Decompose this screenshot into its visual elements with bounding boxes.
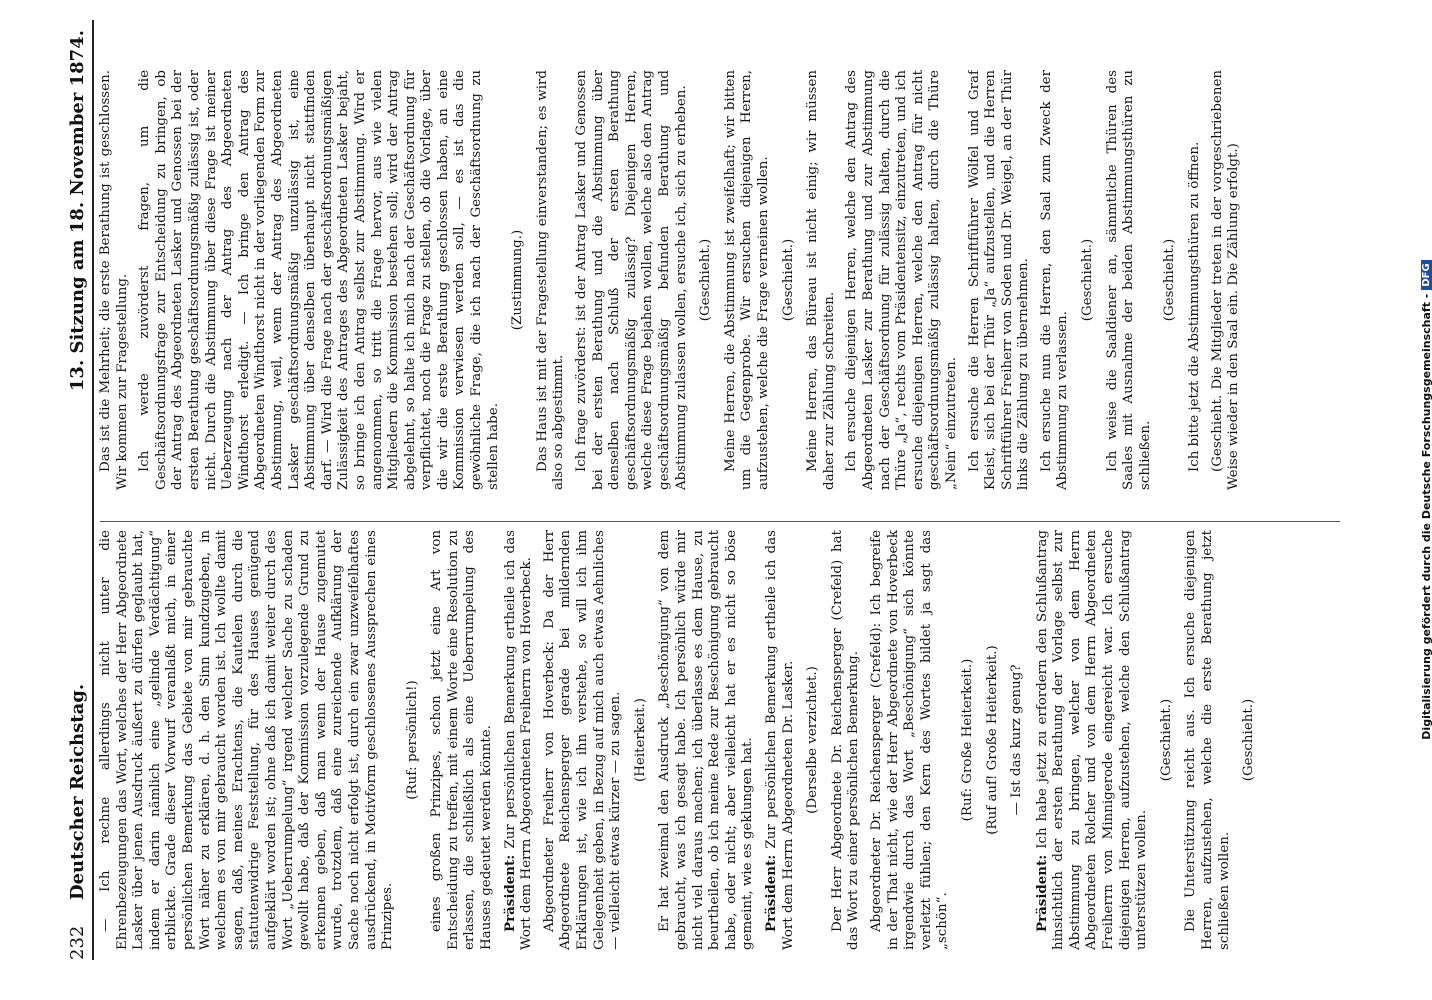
session-line: 13. Sitzung am 18. November 1874. xyxy=(67,30,88,392)
paragraph-text: (Ruf: persönlich!) xyxy=(404,680,420,800)
sidebar-credit-text: Digitalisierung gefördert durch die Deutsche Forschungsgemeinschaft - xyxy=(1419,293,1432,740)
paragraph xyxy=(1039,70,1072,490)
paragraph xyxy=(657,530,757,950)
paragraph-text: Ich ersuche diejenigen Herren, welche den Antrag des Abgeordneten Lasker zur Berathung und zur Abstimmung nach der Geschäftsordnung für zulässig halten, durch die Thüre „Ja“, rechts vom Präsidentensitz, einzutreten, und ich ersuche diejenigen Herren, welche den Antrag für nicht geschäftsordnungsmäßig zulässig halten, durch die Thüre „Nein“ einzutreten. xyxy=(844,70,959,490)
paragraph-text: Zur persönlichen Bemerkung ertheile ich das Wort dem Herrn Abgeordneten Freiherrn von Hoverbeck. xyxy=(502,530,535,950)
stage-direction xyxy=(405,530,422,950)
paragraph xyxy=(98,530,397,950)
paragraph-text: Ich habe jetzt zu erfordern den Schlußantrag hinsichtlich der ersten Berathung der Vorlage selbst zur Abstimmung zu bringen, welcher von dem Herrn Abgeordneten Rolcher und von dem Herrn Abgeordneten Freiherrn von Minnigerode eingereicht war. Ich ersuche diejenigen Herren, aufzustehen, welche den Schlußantrag unterstützen wollen. xyxy=(1034,530,1150,950)
page-number: 232 xyxy=(67,925,88,960)
paragraph xyxy=(98,70,131,490)
paragraph xyxy=(1210,70,1243,490)
paragraph-text: (Ruf auf! Große Heiterkeit.) xyxy=(984,645,1000,835)
paragraph xyxy=(844,70,960,490)
stage-direction xyxy=(1080,70,1097,490)
paragraph xyxy=(1034,530,1151,950)
sidebar-credit xyxy=(1418,0,1432,1000)
paragraph xyxy=(429,530,495,950)
stage-direction xyxy=(510,70,527,490)
paragraph-text: Die Unterstützung reicht aus. Ich ersuche diejenigen Herren, aufzustehen, welche die erste Berathung jetzt schließen wollen. xyxy=(1183,530,1232,950)
paragraph-text: (Geschieht.) xyxy=(1080,238,1096,322)
paragraph-text: (Geschieht.) xyxy=(1162,238,1178,322)
stage-direction xyxy=(960,530,977,950)
paragraph-text: Ich frage zuvörderst: ist der Antrag Lasker und Genossen bei der ersten Berathung und die Abstimmung über denselben nach Schluß der ersten Berathung geschäftsordnungsmäßig zulässig? Diejenigen Herren, welche diese Frage bejahen wollen, welche also den Antrag geschäftsordnungsmäßig befunden Berathung und Abstimmung zulassen wollen, ersuche ich, sich zu erheben. xyxy=(574,70,689,490)
stage-direction xyxy=(1159,530,1176,950)
stage-direction xyxy=(1241,530,1258,950)
paragraph xyxy=(574,70,690,490)
stage-direction xyxy=(985,530,1002,950)
paragraph xyxy=(763,530,797,950)
paragraph-text: Meine Herren, die Abstimmung ist zweifelhaft; wir bitten um die Gegenprobe. Wir ersuchen diejenigen Herren, aufzustehen, welche die Frage verneinen wollen. xyxy=(722,70,771,490)
right-column xyxy=(98,70,1348,490)
paragraph-text: Ich bitte jetzt die Abstimmungsthüren zu öffnen. xyxy=(1187,141,1203,472)
paragraph xyxy=(1187,70,1204,490)
speaker-label: Präsident: xyxy=(501,854,518,932)
paragraph-text: Ich ersuche nun die Herren, den Saal zum Zweck der Abstimmung zu verlassen. xyxy=(1038,70,1071,490)
paragraph-text: (Geschieht.) xyxy=(1158,698,1174,782)
paragraph xyxy=(502,530,536,950)
paragraph-text: Abgeordneter Freiherr von Hoverbeck: Da der Herr Abgeordnete Reichensperger gerade bei mildernden Erklärungen ist, wie ich ihn verstehe, so will ich ihm Gelegenheit geben, in Bezug auf mich auch etwas Aehnliches — vielleicht etwas kürzer — zu sagen. xyxy=(541,530,624,950)
paragraph-text: Zur persönlichen Bemerkung ertheile ich das Wort dem Herrn Abgeordneten Dr. Lasker. xyxy=(763,530,796,950)
speaker-label: Präsident: xyxy=(762,854,779,932)
paragraph-text: (Geschieht.) xyxy=(698,238,714,322)
paragraph xyxy=(1105,70,1155,490)
stage-direction xyxy=(805,530,822,950)
left-column xyxy=(98,530,1348,950)
paragraph xyxy=(1183,530,1233,950)
paragraph xyxy=(805,70,838,490)
paragraph xyxy=(830,530,863,950)
paragraph-text: Abgeordneter Dr. Reichensperger (Crefeld): Ich begreife in der That nicht, wie der Herr Abgeordnete von Hoverbeck irgendwie durch das Wort „Beschönigung“ sich könnte verletzt fühlen; den Kern des Wortes bildet ja sagt das „schön“. xyxy=(868,530,951,950)
page-header xyxy=(58,30,88,960)
stage-direction xyxy=(1162,70,1179,490)
page-title: Deutscher Reichstag. xyxy=(67,683,88,900)
paragraph-text: (Geschieht.) xyxy=(780,238,796,322)
stage-direction xyxy=(698,70,715,490)
paragraph xyxy=(869,530,952,950)
paragraph-text: — Ich rechne allerdings nicht unter die Ehrenbezeugungen das Wort, welches der Herr Abgeordnete Lasker über jenen Ausdruck äußert zu dürfen geglaubt hat, indem er darin nämlich eine „gelinde Verdächtigung“ erblickte. Grade dieser Vorwurf veranlaßt mich, in einer persönlichen Bemerkung das Gebiete von mir gebrauchte Wort näher zu erklären, d. h. den Sinn kundzugeben, in welchem es von mir gebraucht worden ist. Ich wollte damit sagen, daß, meines Erachtens, die Kautelen durch die statutenwidrige Feststellung, für des Hauses genügend aufgeklärt worden ist; ohne daß ich damit weiter durch des Wort „Ueberrumpelung“ irgend welcher Sache zu schaden gewollt habe, daß der Kommission vorzulegende Grund zu erkennen geben, daß man wenn der Hause zugemutet wurde, trotzdem, daß eine zureichende Aufklärung der Sache noch nicht erfolgt ist, durch ein zwar unzweifelhaftes ausdrückend, in Motivform geschlossenes Aussprechen eines Prinzipes. xyxy=(98,530,396,950)
paragraph-text: Er hat zweimal den Ausdruck „Beschönigung“ von dem gebraucht, was ich gesagt habe. Ich persönlich würde mir nicht viel daraus machen; ich überlasse es dem Hause, zu beurtheilen, ob ich meine Rede zur Beschönigung gebraucht habe, oder nicht; aber vielleicht hat er es nicht so böse gemeint, wie es geklungen hat. xyxy=(657,530,756,950)
paragraph-text: Meine Herren, das Büreau ist nicht einig; wir müssen daher zur Zählung schreiten. xyxy=(805,70,837,490)
stage-direction xyxy=(633,530,650,950)
paragraph-text: eines großen Prinzipes, schon jetzt eine Art von Entscheidung zu treffen, mit einem Worte eine Resolution zu erlassen, die schließlich als eine Ueberrumpelung des Hauses gedeutet werden könnte. xyxy=(429,530,495,950)
paragraph xyxy=(723,70,773,490)
dfg-logo: DFG xyxy=(1421,260,1432,289)
paragraph-text: (Ruf: Große Heiterkeit.) xyxy=(959,658,975,822)
paragraph xyxy=(542,530,625,950)
paragraph-text: Ich ersuche die Herren Schriftführer Wölfel und Graf Kleist, sich bei der Thür „Ja“ aufzustellen, und die Herren Schriftführer Freiherr von Soden und Dr. Weigel, an der Thür links die Zählung zu übernehmen. xyxy=(966,70,1032,490)
paragraph-text: (Geschieht.) xyxy=(1241,698,1257,782)
paragraph xyxy=(967,70,1033,490)
header-rule xyxy=(92,20,94,960)
column-divider xyxy=(100,521,1340,522)
paragraph-text: Ich weise die Saaldiener an, sämmtliche Thüren des Saales mit Ausnahme der beiden Abstimmungsthüren zu schließen. xyxy=(1104,70,1153,490)
paragraph xyxy=(535,70,568,490)
stage-direction xyxy=(781,70,798,490)
paragraph-text: (Zustimmung.) xyxy=(510,229,526,331)
paragraph-text: (Geschieht. Die Mitglieder treten in der vorgeschriebenen Weise wieder in den Saal ein. Die Zählung erfolgt.) xyxy=(1209,70,1242,490)
paragraph-text: — Ist das kurz genug? xyxy=(1009,664,1025,816)
paragraph-text: Der Herr Abgeordnete Dr. Reichensperger (Crefeld) hat das Wort zu einer persönlichen Bemerkung. xyxy=(829,530,862,950)
paragraph xyxy=(137,70,502,490)
paragraph-text: Das Haus ist mit der Fragestellung einverstanden; es wird also so abgestimmt. xyxy=(534,70,567,490)
paragraph-text: (Heiterkeit.) xyxy=(632,698,648,782)
paragraph-text: (Derselbe verzichtet.) xyxy=(805,666,821,814)
paragraph-text: Ich werde zuvörderst fragen, um die Geschäftsordnungsfrage zur Entscheidung zu bringen, ob der Antrag des Abgeordneten Lasker und Genossen bei der ersten Berathung geschäftsordnungsmäßig zulässig ist, oder nicht. Durch die Abstimmung über diese Frage ist meiner Ueberzeugung nach der Antrag des Abgeordneten Windthorst erledigt. — Ich bringe den Antrag des Abgeordneten Windthorst nicht in der vorliegenden Form zur Abstimmung, weil, wenn der Antrag des Abgeordneten Lasker geschäftsordnungsmäßig unzulässig ist, eine Abstimmung über denselben überhaupt nicht stattfinden darf. — Wird die Frage nach der geschäftsordnungsmäßigen Zulässigkeit des Antrages des Abgeordneten Lasker bejaht, so bringe ich den Antrag selbst zur Abstimmung. Wird er angenommen, so tritt die Frage hervor, aus wie vielen Mitgliedern die Kommission bestehen soll; wird der Antrag abgelehnt, so halte ich mich nach der Geschäftsordnung für verpflichtet, noch die Frage zu stellen, ob die Vorlage, über die wir die erste Berathung geschlossen haben, an eine Kommission verwiesen werden soll, — es ist das die gewöhnliche Frage, die ich nach der Geschäftsordnung zu stellen habe. xyxy=(137,70,501,490)
paragraph-text: Das ist die Mehrheit; die erste Berathung ist geschlossen. Wir kommen zur Fragestellung. xyxy=(98,70,130,490)
speaker-label: Präsident: xyxy=(1033,854,1050,932)
stage-direction xyxy=(1009,530,1026,950)
